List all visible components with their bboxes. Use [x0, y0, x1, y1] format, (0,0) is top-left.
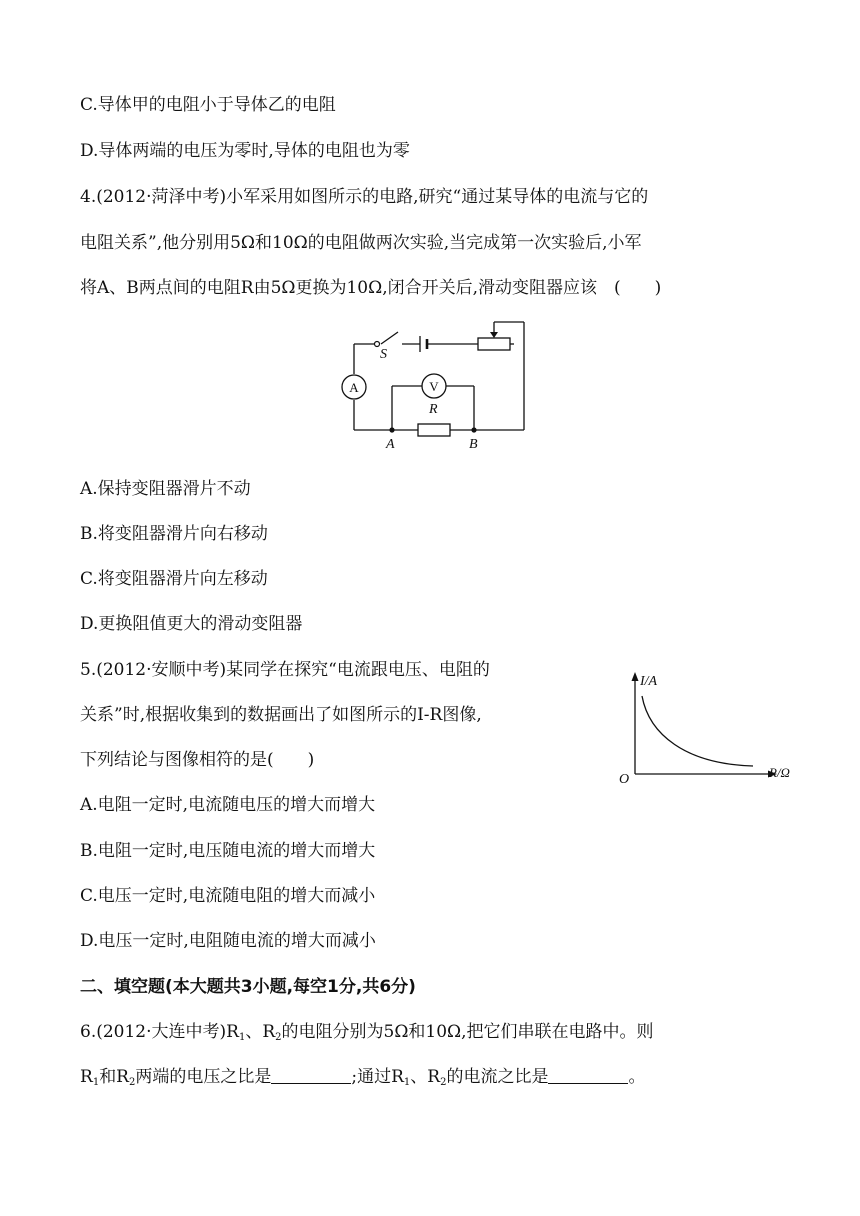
- ammeter-label: A: [349, 380, 359, 395]
- i-r-graph: [615, 668, 795, 788]
- resistor-symbol: [418, 424, 450, 436]
- q3-option-d: D.导体两端的电压为零时,导体的电阻也为零: [80, 141, 410, 161]
- switch-symbol: [375, 342, 380, 347]
- q5-option-d: D.电压一定时,电阻随电流的增大而减小: [80, 931, 376, 951]
- q5-option-b: B.电阻一定时,电压随电流的增大而增大: [80, 841, 376, 861]
- node-b-dot: [471, 427, 476, 432]
- q6-sub: 1: [92, 1077, 100, 1088]
- q6-text: 、R: [245, 1022, 276, 1042]
- q6-line2: [80, 1066, 645, 1094]
- resistor-label: R: [429, 402, 438, 417]
- q4-stem-line3: 将A、B两点间的电阻R由5Ω更换为10Ω,闭合开关后,滑动变阻器应该 ( ): [80, 278, 662, 298]
- y-axis-label: I/A: [640, 674, 658, 689]
- q6-line1: [80, 1021, 654, 1049]
- q6-text: 和R: [99, 1067, 129, 1087]
- section-title: 二、填空题(本大题共3小题,每空1分,共6分): [80, 977, 416, 997]
- y-axis-arrow: [632, 672, 639, 681]
- origin-label: O: [619, 772, 630, 787]
- q5-stem-line3: 下列结论与图像相符的是( ): [80, 750, 315, 770]
- q6-text: R: [80, 1067, 93, 1087]
- q5-stem-line1: 5.(2012·安顺中考)某同学在探究“电流跟电压、电阻的: [80, 660, 490, 680]
- voltmeter-label: V: [429, 379, 439, 394]
- q5-option-c: C.电压一定时,电流随电阻的增大而减小: [80, 886, 376, 906]
- q6-sub: 2: [129, 1077, 136, 1088]
- q5-option-a: A.电阻一定时,电流随电压的增大而增大: [80, 795, 376, 815]
- point-a-label: A: [386, 437, 395, 452]
- q4-stem-line2: 电阻关系”,他分别用5Ω和10Ω的电阻做两次实验,当完成第一次实验后,小军: [80, 233, 642, 253]
- q6-text: 、R: [410, 1067, 441, 1087]
- circuit-diagram: [330, 314, 550, 454]
- q6-text: 的电流之比是: [446, 1067, 549, 1087]
- switch-label: S: [380, 347, 387, 362]
- q6-sub: 1: [403, 1077, 411, 1088]
- q6-sub: 2: [275, 1032, 282, 1043]
- point-b-label: B: [469, 437, 478, 452]
- answer-blank-current-ratio[interactable]: [548, 1067, 628, 1084]
- node-a-dot: [389, 427, 394, 432]
- rheostat-symbol: [478, 332, 510, 350]
- q6-sub: 2: [440, 1077, 447, 1088]
- q6-text: 两端的电压之比是: [135, 1067, 272, 1087]
- q5-stem-line2: 关系”时,根据收集到的数据画出了如图所示的I-R图像,: [80, 705, 482, 725]
- q4-option-c: C.将变阻器滑片向左移动: [80, 569, 268, 589]
- q4-option-a: A.保持变阻器滑片不动: [80, 479, 251, 499]
- q4-option-d: D.更换阻值更大的滑动变阻器: [80, 614, 303, 634]
- q6-text: 。: [628, 1067, 646, 1087]
- answer-blank-voltage-ratio[interactable]: [271, 1067, 351, 1084]
- q6-text: 的电阻分别为5Ω和10Ω,把它们串联在电路中。则: [281, 1022, 654, 1042]
- q3-option-c: C.导体甲的电阻小于导体乙的电阻: [80, 95, 336, 115]
- q4-option-b: B.将变阻器滑片向右移动: [80, 524, 268, 544]
- i-r-curve: [642, 696, 753, 766]
- x-axis-label: R/Ω: [769, 765, 790, 780]
- q6-sub: 1: [238, 1032, 246, 1043]
- q6-text: ;通过R: [351, 1067, 404, 1087]
- q6-text: 6.(2012·大连中考)R: [80, 1022, 239, 1042]
- q4-stem-line1: 4.(2012·菏泽中考)小军采用如图所示的电路,研究“通过某导体的电流与它的: [80, 187, 649, 207]
- battery-symbol: [420, 336, 427, 352]
